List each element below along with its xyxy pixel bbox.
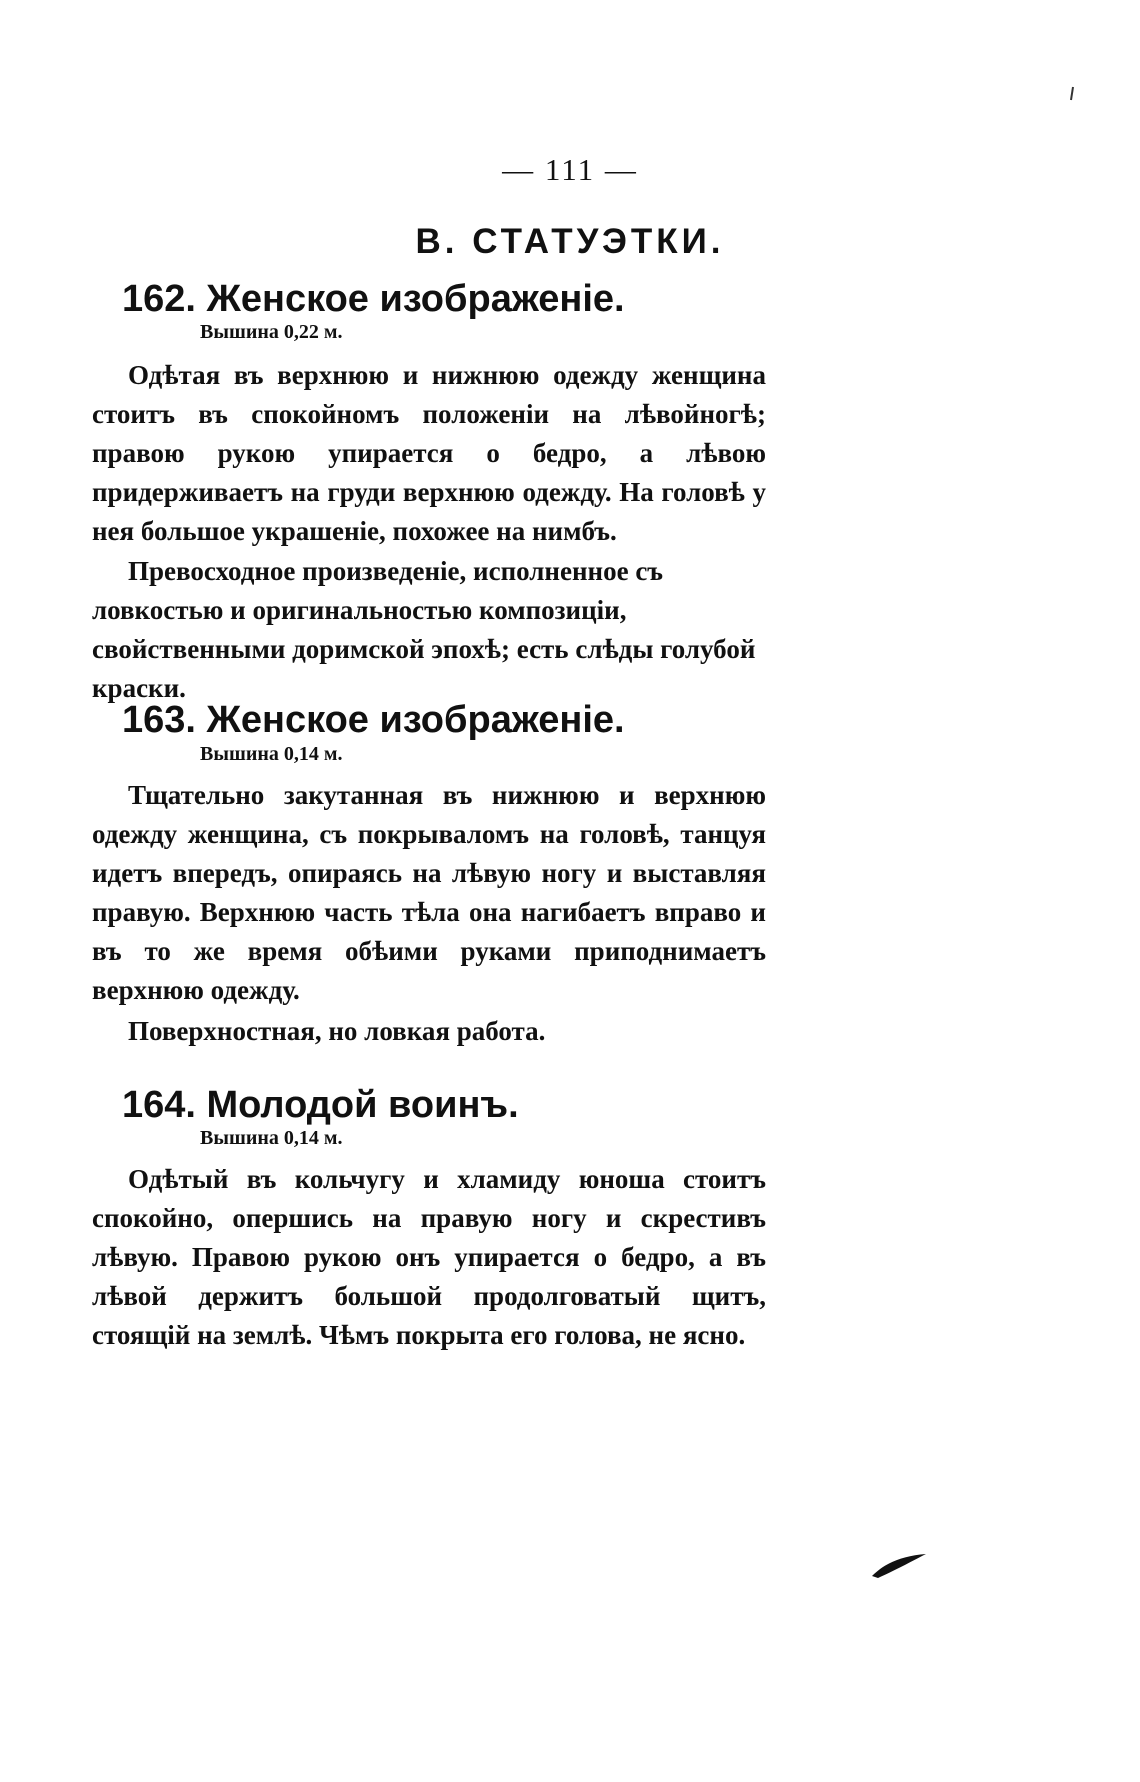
entry-heading-163: 163. Женское изображенiе. [122,699,625,741]
entry-paragraph: Одѣтая въ верхнюю и нижнюю одежду женщина стоитъ въ спокойномъ положенiи на лѣвойногѣ; правою рукою упирается о бедро, а лѣвою придерживаетъ на груди верхнюю одежду. На головѣ у нея большое украшенiе, похожее на нимбъ. [92,360,766,546]
entry-heading-162: 162. Женское изображенiе. [122,278,625,320]
entry-paragraph: Одѣтый въ кольчугу и хламиду юноша стоитъ спокойно, опершись на правую ногу и скрестивъ лѣвую. Правою рукою онъ упирается о бедро, а въ лѣвой держитъ большой продолговатый щитъ, стоящiй на землѣ. Чѣмъ покрыта его голова, не ясно. [92,1164,766,1350]
entry-paragraph: Превосходное произведенiе, исполненное съ ловкостью и оригинальностью композицiи, свойственными доримской эпохѣ; есть слѣды голубой краски. [92,556,756,703]
entry-paragraph: Тщательно закутанная въ нижнюю и верхнюю одежду женщина, съ покрываломъ на головѣ, танцуя идетъ впередъ, опираясь на лѣвую ногу и выставляя правую. Верхнюю часть тѣла она нагибаетъ вправо и въ то же время обѣими руками приподнимаетъ верхнюю одежду. [92,780,766,1005]
ink-smudge-mark [870,1550,930,1580]
entry-height-164: Вышина 0,14 м. [200,1127,343,1149]
entry-heading-164: 164. Молодой воинъ. [122,1084,519,1126]
section-title: В. СТАТУЭТКИ. [415,222,725,261]
scan-speck-mark [1068,86,1076,102]
entry-height-163: Вышина 0,14 м. [200,743,343,765]
page-number: — 111 — [502,152,638,187]
entry-paragraph: Поверхностная, но ловкая работа. [128,1016,546,1046]
entry-height-162: Вышина 0,22 м. [200,321,343,343]
